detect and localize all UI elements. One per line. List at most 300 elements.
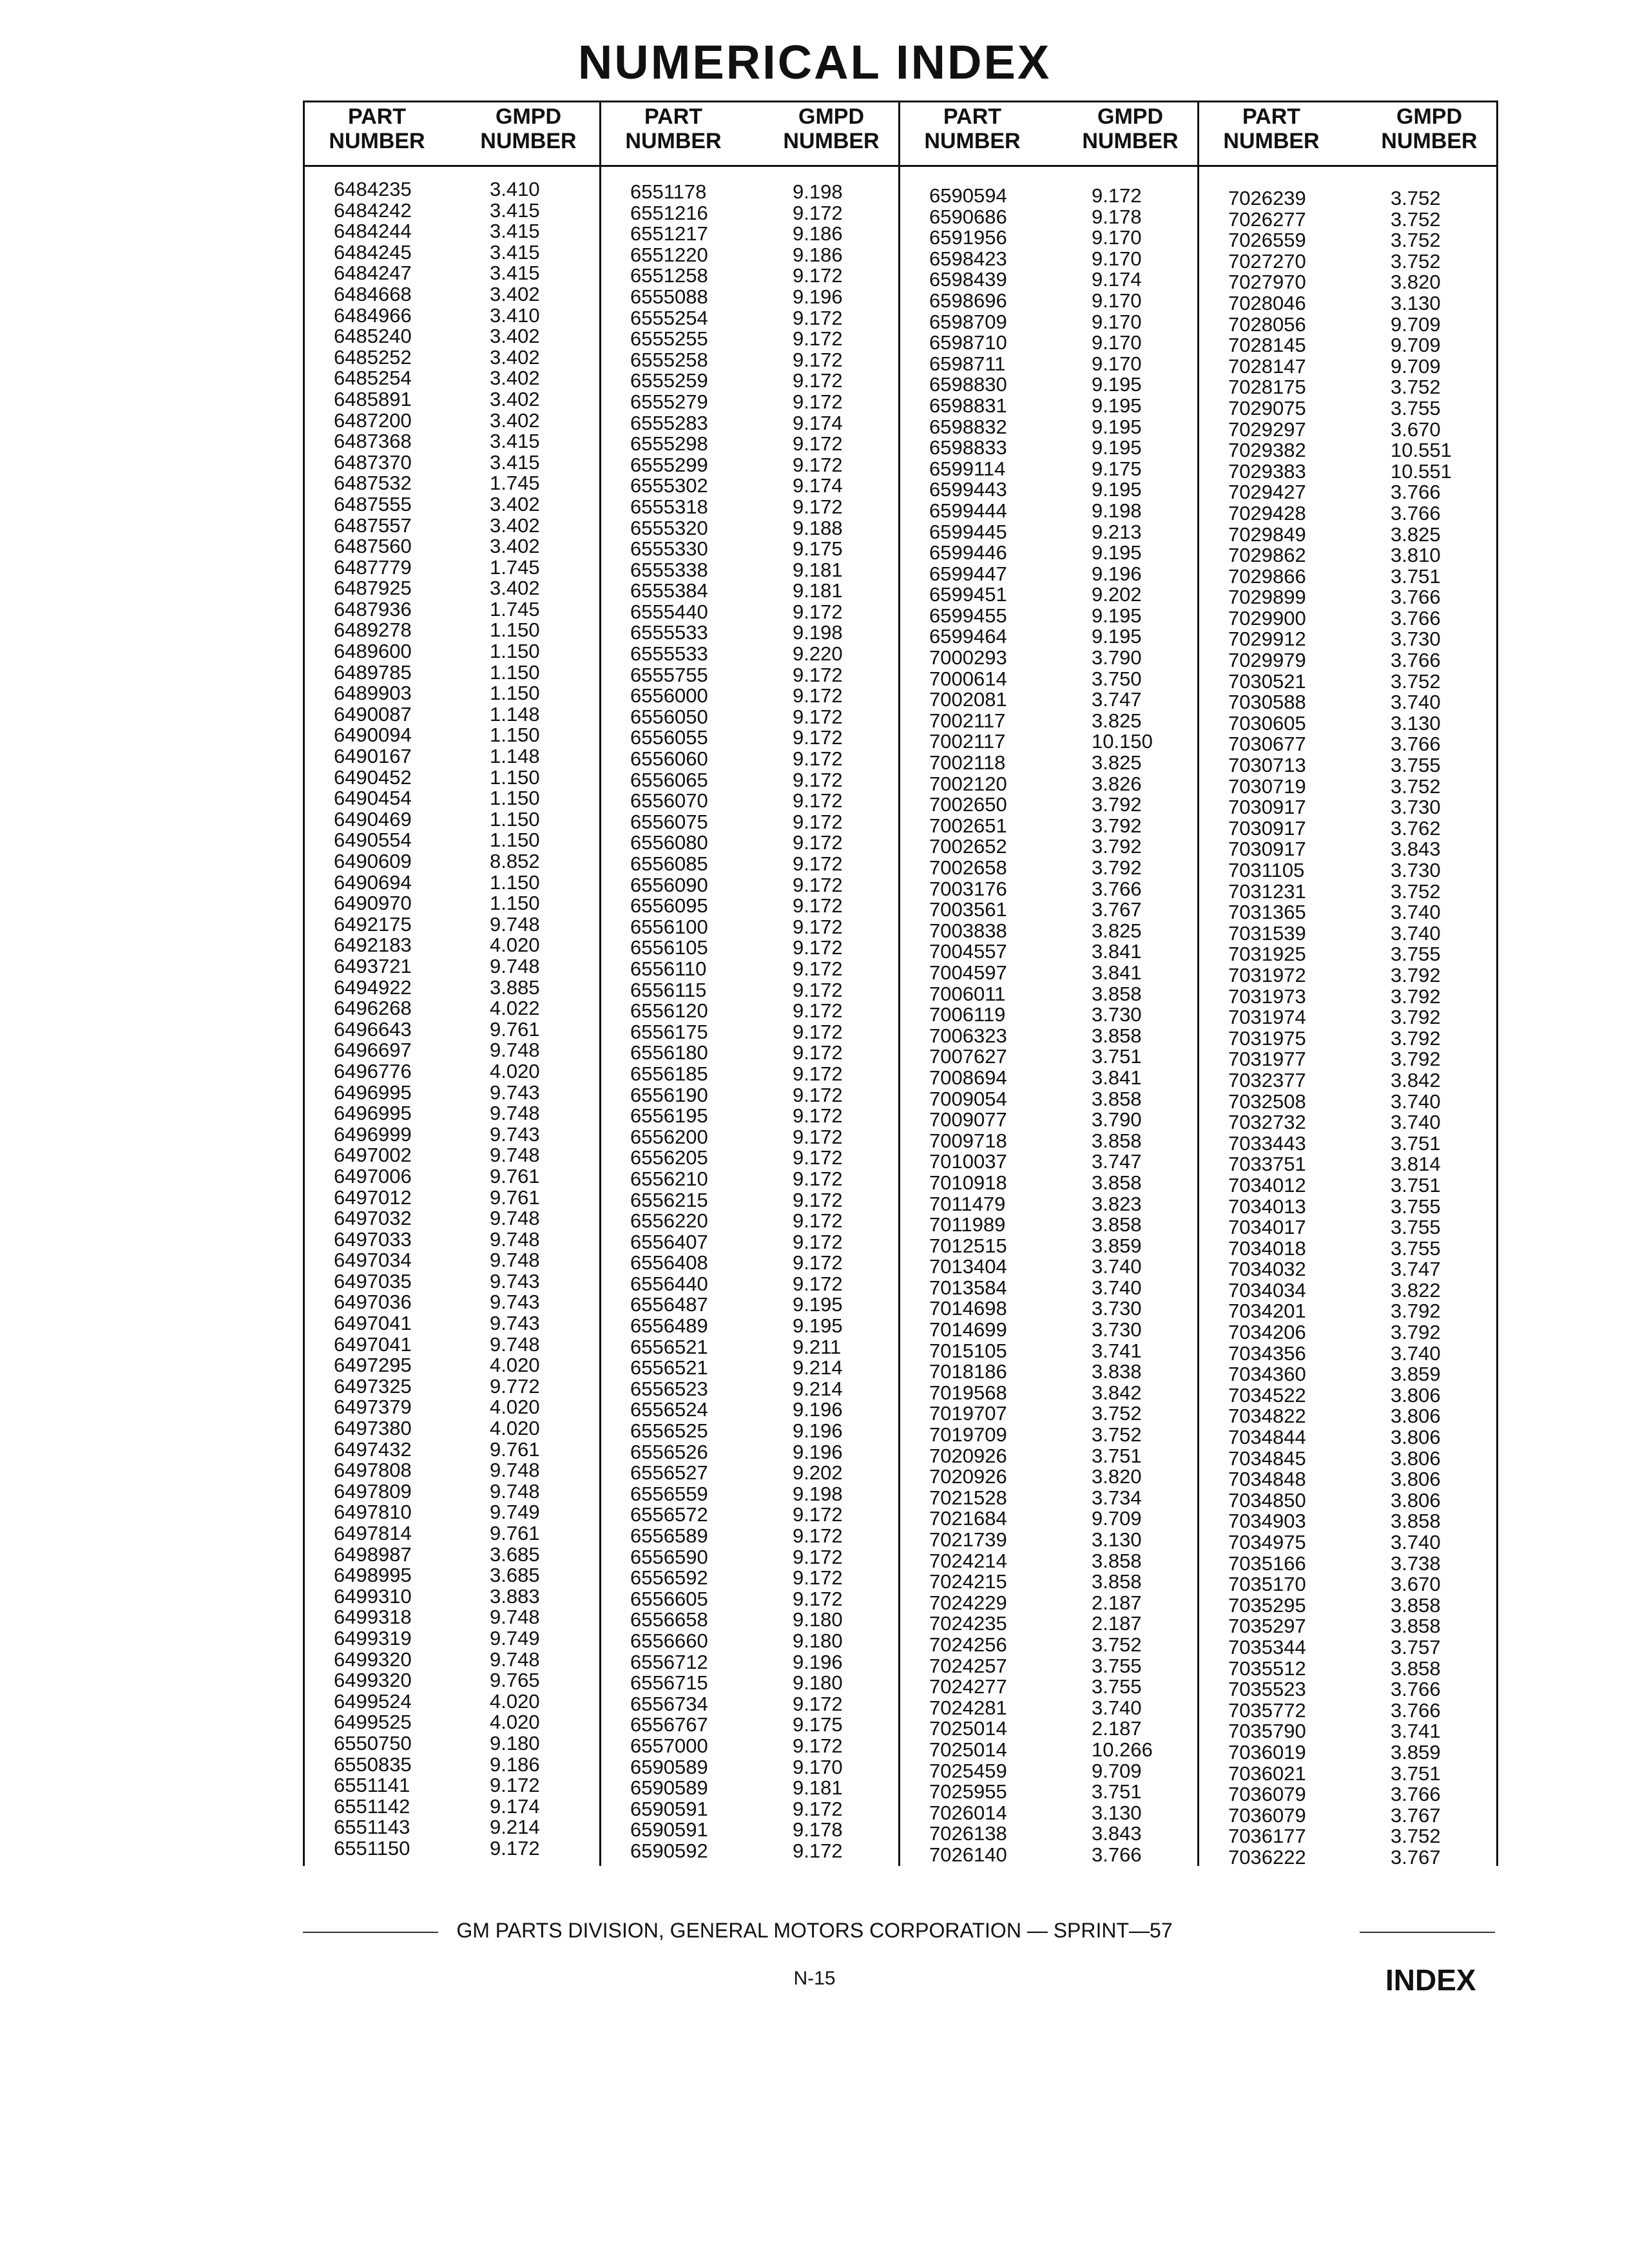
header-line: GMPD bbox=[496, 104, 561, 129]
table-row bbox=[599, 1127, 898, 1148]
table-row bbox=[1197, 692, 1496, 713]
table-row bbox=[898, 1425, 1197, 1446]
gmpd-number: 10.150 bbox=[1092, 730, 1153, 753]
part-number: 6556523 bbox=[630, 1377, 708, 1400]
gmpd-number: 9.172 bbox=[793, 915, 843, 938]
table-row bbox=[303, 1292, 599, 1313]
part-number: 7029866 bbox=[1228, 564, 1306, 588]
gmpd-number: 3.752 bbox=[1092, 1402, 1142, 1425]
gmpd-number: 3.792 bbox=[1391, 1006, 1441, 1029]
part-number: 6590591 bbox=[630, 1797, 708, 1820]
part-number: 6550750 bbox=[334, 1731, 412, 1754]
table-row bbox=[303, 410, 599, 432]
gmpd-number: 1.150 bbox=[490, 807, 540, 831]
table-row bbox=[303, 1649, 599, 1671]
table-row bbox=[599, 1316, 898, 1337]
part-number: 6551141 bbox=[334, 1774, 410, 1797]
gmpd-number: 3.734 bbox=[1092, 1486, 1142, 1509]
part-number: 6555299 bbox=[630, 453, 708, 476]
table-row bbox=[1197, 839, 1496, 860]
header-line: NUMBER bbox=[783, 129, 880, 153]
table-row bbox=[599, 770, 898, 791]
part-number: 6556105 bbox=[630, 936, 708, 959]
gmpd-number: 9.765 bbox=[490, 1669, 540, 1692]
table-row bbox=[303, 914, 599, 936]
gmpd-number: 9.174 bbox=[793, 474, 843, 497]
table-row bbox=[303, 1565, 599, 1586]
table-row bbox=[898, 1131, 1197, 1152]
table-row bbox=[303, 1775, 599, 1796]
part-number: 6556712 bbox=[630, 1650, 708, 1673]
table-row bbox=[599, 686, 898, 707]
gmpd-number: 4.020 bbox=[490, 1354, 540, 1377]
part-number: 7034034 bbox=[1228, 1278, 1306, 1302]
part-number: 6555279 bbox=[630, 390, 708, 413]
part-number: 7019709 bbox=[929, 1423, 1007, 1446]
part-number: 7036079 bbox=[1228, 1803, 1306, 1827]
table-row bbox=[1197, 608, 1496, 629]
part-number: 6492183 bbox=[334, 934, 412, 957]
part-number: 6497295 bbox=[334, 1354, 412, 1377]
table-row bbox=[898, 249, 1197, 270]
part-number: 7026277 bbox=[1228, 207, 1306, 231]
gmpd-number: 3.747 bbox=[1391, 1258, 1441, 1281]
part-number: 6590591 bbox=[630, 1818, 708, 1841]
gmpd-number: 9.195 bbox=[1092, 436, 1142, 459]
part-number: 6556525 bbox=[630, 1419, 708, 1443]
gmpd-number: 9.172 bbox=[793, 1083, 843, 1106]
part-number: 7034032 bbox=[1228, 1258, 1306, 1281]
part-number: 7011479 bbox=[929, 1192, 1006, 1215]
gmpd-number: 9.172 bbox=[793, 1545, 843, 1568]
gmpd-number-header bbox=[464, 104, 593, 153]
part-number: 7031977 bbox=[1228, 1048, 1306, 1071]
table-row bbox=[898, 1446, 1197, 1467]
gmpd-number: 3.402 bbox=[490, 408, 540, 432]
gmpd-number: 9.196 bbox=[793, 1419, 843, 1443]
table-row bbox=[898, 1488, 1197, 1509]
table-row bbox=[1197, 1028, 1496, 1050]
gmpd-number: 9.213 bbox=[1092, 520, 1142, 543]
part-number: 6555755 bbox=[630, 663, 708, 686]
table-row bbox=[1197, 230, 1496, 251]
part-number: 7034903 bbox=[1228, 1510, 1306, 1533]
gmpd-number: 9.743 bbox=[490, 1081, 540, 1104]
part-number-header bbox=[309, 104, 445, 153]
gmpd-number: 9.749 bbox=[490, 1626, 540, 1649]
part-number: 7026239 bbox=[1228, 187, 1306, 209]
column-header bbox=[303, 104, 599, 165]
part-number: 6555255 bbox=[630, 327, 708, 351]
gmpd-number: 3.841 bbox=[1092, 1066, 1142, 1089]
gmpd-number: 1.148 bbox=[490, 745, 540, 768]
part-number: 6598709 bbox=[929, 310, 1007, 333]
gmpd-number: 3.806 bbox=[1391, 1446, 1441, 1470]
table-row bbox=[898, 564, 1197, 585]
gmpd-number: 1.150 bbox=[490, 892, 540, 915]
table-row bbox=[303, 179, 599, 200]
part-number: 6497041 bbox=[334, 1312, 412, 1335]
table-row bbox=[599, 959, 898, 980]
gmpd-number: 3.767 bbox=[1092, 898, 1142, 921]
part-number: 6489903 bbox=[334, 682, 412, 705]
part-number: 7002650 bbox=[929, 793, 1007, 816]
table-row bbox=[898, 1046, 1197, 1068]
part-number: 6556190 bbox=[630, 1083, 708, 1106]
table-row bbox=[1197, 776, 1496, 798]
part-number: 7033443 bbox=[1228, 1131, 1306, 1155]
table-row bbox=[1197, 188, 1496, 209]
gmpd-number: 3.752 bbox=[1391, 879, 1441, 903]
part-number: 6556734 bbox=[630, 1692, 708, 1715]
part-number: 6556080 bbox=[630, 831, 708, 854]
gmpd-number: 9.709 bbox=[1092, 1759, 1142, 1782]
part-number: 6555254 bbox=[630, 306, 708, 329]
gmpd-number: 9.181 bbox=[793, 558, 843, 581]
table-row bbox=[599, 1358, 898, 1379]
gmpd-number: 3.410 bbox=[490, 178, 540, 200]
table-row bbox=[303, 830, 599, 851]
part-number: 6551142 bbox=[334, 1794, 410, 1818]
part-number: 7021684 bbox=[929, 1507, 1007, 1530]
part-number: 6496995 bbox=[334, 1102, 412, 1125]
table-row bbox=[1197, 1175, 1496, 1196]
table-row bbox=[898, 689, 1197, 711]
gmpd-number: 3.402 bbox=[490, 282, 540, 305]
gmpd-number: 3.858 bbox=[1092, 982, 1142, 1005]
gmpd-number: 1.150 bbox=[490, 787, 540, 810]
index-table bbox=[303, 101, 1496, 1869]
table-row bbox=[1197, 419, 1496, 441]
part-number: 6556215 bbox=[630, 1188, 708, 1211]
part-number: 6487925 bbox=[334, 577, 412, 600]
gmpd-number: 3.402 bbox=[490, 514, 540, 537]
part-number: 6598711 bbox=[929, 352, 1006, 375]
part-number: 7020926 bbox=[929, 1465, 1007, 1488]
part-number: 6492175 bbox=[334, 912, 412, 936]
part-number: 7029979 bbox=[1228, 649, 1306, 672]
part-number: 7031973 bbox=[1228, 985, 1306, 1008]
gmpd-number: 3.859 bbox=[1092, 1234, 1142, 1257]
gmpd-number: 3.740 bbox=[1391, 1341, 1441, 1365]
table-row bbox=[898, 332, 1197, 354]
gmpd-number-header bbox=[767, 104, 896, 153]
table-row bbox=[1197, 1154, 1496, 1175]
table-row bbox=[303, 1313, 599, 1334]
table-row bbox=[1197, 1721, 1496, 1742]
gmpd-number: 9.214 bbox=[793, 1356, 843, 1379]
gmpd-number: 3.730 bbox=[1092, 1297, 1142, 1320]
gmpd-number: 9.172 bbox=[793, 684, 843, 707]
part-number: 7018186 bbox=[929, 1360, 1007, 1383]
gmpd-number: 3.792 bbox=[1391, 1300, 1441, 1323]
part-number: 6598832 bbox=[929, 415, 1007, 438]
column-group-1 bbox=[303, 101, 599, 1866]
table-row bbox=[1197, 524, 1496, 546]
header-line: NUMBER bbox=[1082, 129, 1179, 153]
table-row bbox=[1197, 314, 1496, 336]
table-row bbox=[303, 242, 599, 264]
gmpd-number: 3.858 bbox=[1092, 1549, 1142, 1572]
part-number: 6555283 bbox=[630, 411, 708, 434]
part-number: 7029383 bbox=[1228, 459, 1306, 483]
table-row bbox=[303, 641, 599, 662]
gmpd-number: 9.761 bbox=[490, 1164, 540, 1187]
table-row bbox=[898, 753, 1197, 774]
part-number: 7035295 bbox=[1228, 1593, 1306, 1617]
part-number: 6497432 bbox=[334, 1437, 412, 1461]
table-row bbox=[303, 1502, 599, 1523]
gmpd-number: 3.814 bbox=[1391, 1153, 1441, 1176]
gmpd-number: 3.740 bbox=[1391, 1531, 1441, 1553]
gmpd-number: 9.172 bbox=[793, 327, 843, 351]
table-row bbox=[303, 1271, 599, 1293]
table-row bbox=[599, 665, 898, 686]
gmpd-number: 9.174 bbox=[793, 411, 843, 434]
part-number: 6556521 bbox=[630, 1335, 708, 1358]
part-number: 6555338 bbox=[630, 558, 708, 581]
gmpd-number: 9.211 bbox=[793, 1335, 842, 1358]
gmpd-number: 9.748 bbox=[490, 954, 540, 977]
table-row bbox=[599, 622, 898, 644]
table-row bbox=[303, 1376, 599, 1398]
part-number: 6498987 bbox=[334, 1542, 412, 1566]
part-number: 7002081 bbox=[929, 688, 1007, 711]
part-number: 6490094 bbox=[334, 724, 412, 747]
gmpd-number: 9.748 bbox=[490, 1144, 540, 1167]
part-number: 6555533 bbox=[630, 642, 708, 666]
part-number: 7019707 bbox=[929, 1402, 1007, 1425]
table-row bbox=[1197, 1826, 1496, 1847]
table-row bbox=[599, 497, 898, 518]
table-row bbox=[1197, 1070, 1496, 1091]
table-row bbox=[898, 774, 1197, 795]
table-row bbox=[303, 1670, 599, 1691]
table-row bbox=[303, 1355, 599, 1376]
table-row bbox=[898, 1068, 1197, 1089]
part-number: 6487557 bbox=[334, 514, 412, 537]
part-number: 7033751 bbox=[1228, 1153, 1306, 1176]
table-row bbox=[1197, 1637, 1496, 1658]
table-row bbox=[303, 389, 599, 410]
gmpd-number: 9.743 bbox=[490, 1291, 540, 1314]
gmpd-number: 9.180 bbox=[490, 1731, 540, 1754]
table-row bbox=[303, 1460, 599, 1481]
part-number: 7028046 bbox=[1228, 291, 1306, 314]
part-number: 6496643 bbox=[334, 1017, 412, 1041]
table-row bbox=[898, 963, 1197, 984]
gmpd-number: 3.730 bbox=[1391, 796, 1441, 819]
gmpd-number: 9.748 bbox=[490, 1332, 540, 1356]
part-number: 6489600 bbox=[334, 640, 412, 663]
gmpd-number: 9.180 bbox=[793, 1608, 843, 1631]
part-number: 6484966 bbox=[334, 303, 412, 327]
gmpd-number: 3.415 bbox=[490, 262, 540, 285]
table-row bbox=[1197, 293, 1496, 314]
gmpd-number: 9.172 bbox=[793, 936, 843, 959]
part-number: 6484668 bbox=[334, 282, 412, 305]
table-row bbox=[599, 1043, 898, 1064]
part-number: 6556210 bbox=[630, 1167, 708, 1190]
part-number: 6490452 bbox=[334, 765, 412, 789]
table-row bbox=[1197, 1511, 1496, 1532]
table-row bbox=[898, 669, 1197, 690]
table-row bbox=[1197, 713, 1496, 735]
table-row bbox=[898, 396, 1197, 417]
table-row bbox=[898, 1571, 1197, 1593]
table-row bbox=[303, 1733, 599, 1754]
gmpd-number: 9.172 bbox=[793, 873, 843, 896]
gmpd-number: 9.170 bbox=[1092, 247, 1142, 270]
part-number: 6493721 bbox=[334, 954, 412, 977]
table-row bbox=[303, 1838, 599, 1860]
gmpd-number: 3.738 bbox=[1391, 1552, 1441, 1575]
gmpd-number: 9.186 bbox=[793, 243, 843, 266]
part-number: 6487936 bbox=[334, 597, 412, 620]
part-number: 6556120 bbox=[630, 999, 708, 1023]
part-number: 7024256 bbox=[929, 1633, 1007, 1656]
gmpd-number: 3.766 bbox=[1391, 649, 1441, 672]
part-number: 7028056 bbox=[1228, 312, 1306, 336]
part-number: 7002651 bbox=[929, 814, 1007, 837]
gmpd-number: 3.806 bbox=[1391, 1488, 1441, 1512]
header-line: GMPD bbox=[798, 104, 864, 129]
gmpd-number: 3.415 bbox=[490, 430, 540, 453]
gmpd-number: 3.130 bbox=[1391, 711, 1441, 735]
table-row bbox=[898, 1320, 1197, 1341]
part-number: 6598696 bbox=[929, 289, 1007, 312]
table-row bbox=[1197, 944, 1496, 965]
table-row bbox=[898, 1508, 1197, 1530]
table-row bbox=[599, 308, 898, 329]
gmpd-number: 9.748 bbox=[490, 1249, 540, 1272]
table-row bbox=[1197, 1553, 1496, 1575]
part-number: 7036019 bbox=[1228, 1740, 1306, 1763]
gmpd-number: 9.748 bbox=[490, 1102, 540, 1125]
part-number: 7020926 bbox=[929, 1444, 1007, 1467]
table-row bbox=[1197, 1385, 1496, 1407]
table-row bbox=[303, 1250, 599, 1271]
part-number: 7026140 bbox=[929, 1843, 1007, 1866]
gmpd-number: 9.772 bbox=[490, 1374, 540, 1398]
gmpd-number: 3.755 bbox=[1391, 1216, 1441, 1239]
gmpd-number: 9.172 bbox=[793, 1167, 843, 1190]
part-number: 7008694 bbox=[929, 1066, 1007, 1089]
part-number: 7024215 bbox=[929, 1570, 1007, 1593]
part-number: 7026014 bbox=[929, 1801, 1007, 1824]
table-row bbox=[599, 832, 898, 854]
table-row bbox=[303, 1796, 599, 1818]
header-line: NUMBER bbox=[924, 129, 1021, 153]
table-row bbox=[303, 956, 599, 977]
part-number: 6487779 bbox=[334, 555, 412, 579]
table-row bbox=[599, 1379, 898, 1400]
gmpd-number: 9.748 bbox=[490, 912, 540, 936]
part-number: 7026559 bbox=[1228, 229, 1306, 252]
gmpd-number: 3.792 bbox=[1391, 1048, 1441, 1071]
gmpd-number: 3.752 bbox=[1391, 249, 1441, 273]
gmpd-number: 3.130 bbox=[1092, 1528, 1142, 1551]
gmpd-number: 3.402 bbox=[490, 535, 540, 558]
part-number: 7006119 bbox=[929, 1003, 1006, 1026]
gmpd-number: 9.175 bbox=[793, 537, 843, 561]
gmpd-number: 3.752 bbox=[1092, 1423, 1142, 1446]
gmpd-number: 9.195 bbox=[1092, 541, 1142, 564]
gmpd-number: 9.172 bbox=[490, 1836, 540, 1860]
gmpd-number: 3.415 bbox=[490, 450, 540, 474]
table-row bbox=[1197, 1406, 1496, 1427]
gmpd-number: 3.750 bbox=[1092, 667, 1142, 690]
table-row bbox=[1197, 1343, 1496, 1365]
table-row bbox=[898, 858, 1197, 879]
table-row bbox=[1197, 629, 1496, 650]
gmpd-number: 9.172 bbox=[793, 1230, 843, 1253]
table-row bbox=[303, 200, 599, 222]
table-row bbox=[1197, 335, 1496, 356]
header-line: PART bbox=[644, 104, 703, 129]
table-row bbox=[1197, 1700, 1496, 1722]
gmpd-number: 3.670 bbox=[1391, 418, 1441, 441]
gmpd-number: 9.198 bbox=[793, 180, 843, 203]
part-number: 6490087 bbox=[334, 702, 412, 726]
part-number: 7034360 bbox=[1228, 1363, 1306, 1386]
table-row bbox=[599, 917, 898, 938]
column-group-3 bbox=[898, 101, 1197, 1866]
table-row bbox=[303, 1103, 599, 1124]
gmpd-number: 3.766 bbox=[1391, 1783, 1441, 1806]
table-row bbox=[303, 536, 599, 557]
gmpd-number: 3.747 bbox=[1092, 688, 1142, 711]
part-number: 6556095 bbox=[630, 894, 708, 918]
part-number: 6496776 bbox=[334, 1059, 412, 1082]
part-number: 6497810 bbox=[334, 1501, 412, 1524]
gmpd-number: 3.822 bbox=[1391, 1278, 1441, 1302]
gmpd-number: 3.820 bbox=[1092, 1465, 1142, 1488]
gmpd-number: 3.752 bbox=[1391, 229, 1441, 252]
table-row bbox=[1197, 1679, 1496, 1700]
table-row bbox=[303, 305, 599, 327]
part-number: 6499318 bbox=[334, 1606, 412, 1629]
column-header bbox=[1197, 104, 1496, 165]
table-row bbox=[599, 1778, 898, 1799]
gmpd-number: 3.766 bbox=[1092, 1843, 1142, 1866]
part-number: 7030605 bbox=[1228, 711, 1306, 735]
header-line: GMPD bbox=[1396, 104, 1462, 129]
gmpd-number: 3.842 bbox=[1391, 1068, 1441, 1091]
part-number: 7010037 bbox=[929, 1150, 1007, 1173]
part-number: 7021739 bbox=[929, 1528, 1007, 1551]
gmpd-number: 3.820 bbox=[1391, 271, 1441, 294]
table-row bbox=[599, 1820, 898, 1841]
gmpd-number: 1.150 bbox=[490, 724, 540, 747]
gmpd-number: 3.685 bbox=[490, 1542, 540, 1566]
table-row bbox=[1197, 1364, 1496, 1385]
table-row bbox=[1197, 965, 1496, 986]
table-row bbox=[599, 1253, 898, 1274]
part-number: 7030917 bbox=[1228, 816, 1306, 840]
table-row bbox=[1197, 377, 1496, 398]
part-number: 6484245 bbox=[334, 240, 412, 264]
gmpd-number: 9.172 bbox=[793, 1251, 843, 1274]
table-row bbox=[898, 1298, 1197, 1320]
part-number: 6490609 bbox=[334, 850, 412, 872]
part-number: 7003561 bbox=[929, 898, 1007, 921]
table-row bbox=[1197, 545, 1496, 566]
gmpd-number: 9.198 bbox=[793, 621, 843, 644]
gmpd-number: 9.195 bbox=[1092, 394, 1142, 417]
table-row bbox=[599, 980, 898, 1001]
table-row bbox=[599, 203, 898, 224]
